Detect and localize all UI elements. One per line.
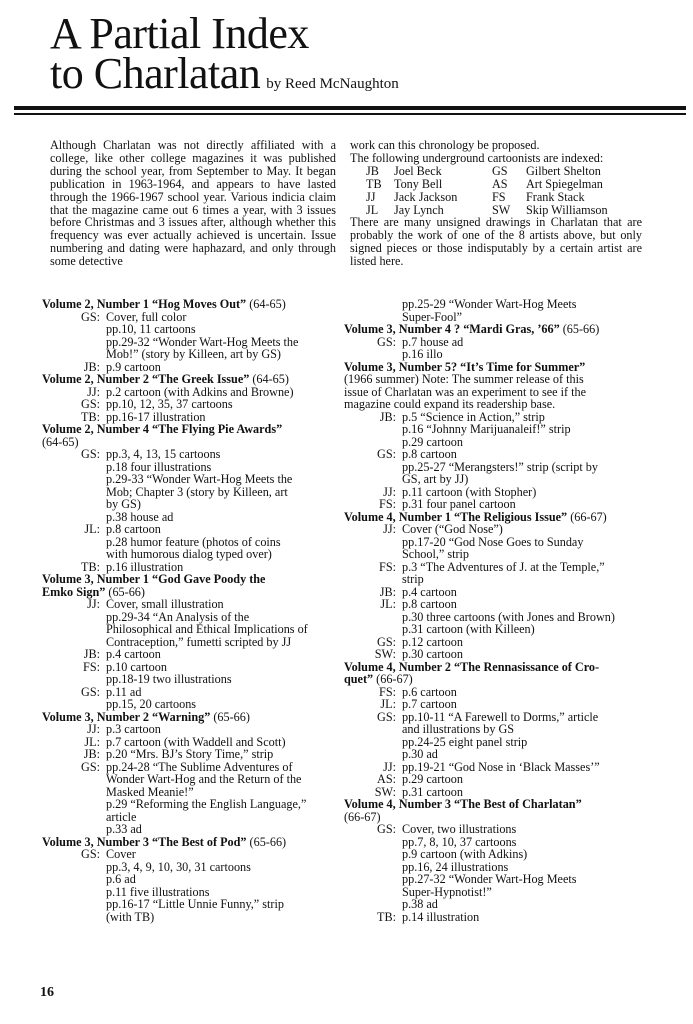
index-entry (42, 848, 342, 861)
volume-heading (42, 423, 342, 436)
entry-text: p.20 “Mrs. BJ’s Story Time,” strip (106, 747, 274, 761)
entry-continuation: School,” strip (402, 547, 470, 561)
entry-text: p.7 cartoon (402, 697, 457, 711)
artist-code: JJ: (87, 722, 100, 736)
entry-continuation: with humorous dialog typed over) (106, 547, 272, 561)
entry-text: Cover (“God Nose”) (402, 522, 503, 536)
issue-year: (66-67) (376, 672, 413, 686)
intro-right-line-1: work can this chronology be proposed. (350, 138, 540, 152)
entry-text: p.2 cartoon (with Adkins and Browne) (106, 384, 294, 399)
issue-year: (65-66) (108, 584, 145, 599)
artist-code: JB: (83, 747, 100, 761)
artist-code: JB: (379, 409, 396, 424)
artist-code: FS: (379, 559, 396, 574)
intro-right-line-2: The following underground cartoonists are indexed: (350, 150, 604, 165)
entry-text: pp.16-17 illustration (106, 409, 206, 424)
entry-text: p.7 cartoon (with Waddell and Scott) (106, 734, 286, 749)
entry-text: p.28 humor feature (photos of coins (106, 534, 281, 549)
issue-title: “The Rennasissance of Cro- (454, 659, 600, 674)
entry-text: p.38 house ad (106, 509, 174, 524)
index-entry (42, 523, 342, 536)
artist-name: Joel Beck (394, 163, 442, 178)
issue-title: “Hog Moves Out” (152, 297, 247, 311)
page-number: 16 (40, 985, 54, 1000)
artist-code: TB (366, 176, 382, 191)
artist-code: TB: (377, 909, 396, 924)
artist-name: Art Spiegelman (526, 176, 603, 191)
artist-code: SW: (374, 784, 396, 799)
intro-right-paragraph: There are many unsigned drawings in Charlatan that are probably the work of one of the 8 artists above, but only signed pieces or those indisputably by a certain artist are listed here. (350, 215, 642, 269)
artist-code (344, 848, 402, 861)
index-entry (344, 598, 644, 611)
volume-heading (344, 673, 644, 686)
entry-text: p.31 four panel cartoon (402, 497, 516, 511)
artist-code (42, 861, 106, 874)
artist-code: JJ: (87, 597, 100, 611)
artist-name: Frank Stack (526, 189, 585, 204)
entry-continuation: Philosophical and Ethical Implications of (106, 622, 308, 636)
volume-number: Volume 3, Number 4 ? (344, 322, 461, 336)
entry-text: pp.24-28 “The Sublime Adventures of (106, 759, 293, 774)
entry-text: p.30 ad (402, 747, 438, 761)
index-entry (42, 873, 342, 886)
artist-code (42, 798, 106, 811)
entry-continuation: strip (402, 572, 424, 586)
entry-text: p.29 “Reforming the English Language,” (106, 797, 307, 811)
volume-number: Volume 4, Number 2 (344, 659, 451, 674)
entry-text: pp.3, 4, 9, 10, 30, 31 cartoons (106, 859, 251, 874)
entry-text: p.38 ad (402, 897, 438, 911)
index-note: (64-65) (42, 434, 79, 449)
index-entry (42, 448, 342, 461)
index-entry (42, 798, 342, 811)
artist-name: Jack Jackson (394, 189, 458, 204)
volume-heading (42, 298, 342, 311)
index-entry (344, 536, 644, 549)
index-entry (42, 648, 342, 661)
artist-code (42, 461, 106, 474)
artist-code (42, 886, 106, 899)
issue-title: “The Best of Pod” (152, 834, 247, 849)
entry-text: p.29 cartoon (402, 434, 463, 449)
issue-title: Emko Sign” (42, 584, 106, 599)
artist-code: GS: (377, 822, 396, 836)
header-rule-thin (14, 113, 686, 115)
artist-code (344, 748, 402, 761)
volume-number: Volume 2, Number 2 (42, 372, 149, 386)
entry-continuation: by GS) (106, 497, 141, 511)
entry-text: pp.19-21 “God Nose in ‘Black Masses’” (402, 759, 600, 774)
entry-continuation: Masked Meanie!” (106, 784, 194, 799)
entry-text: Cover (106, 847, 136, 861)
volume-number: Volume 2, Number 4 (42, 422, 149, 436)
artist-name: Gilbert Shelton (526, 163, 601, 178)
artist-code: GS: (81, 684, 100, 699)
index-entry (42, 398, 342, 411)
volume-heading (42, 373, 342, 386)
index-entry (344, 423, 644, 436)
artist-code: GS: (81, 397, 100, 411)
artist-code: SW (492, 202, 511, 217)
index-entry (42, 673, 342, 686)
volume-number: Volume 3, Number 3 (42, 834, 149, 849)
artist-code (42, 673, 106, 686)
artist-code: JJ: (87, 384, 100, 399)
artist-code (344, 898, 402, 911)
artist-code (42, 336, 106, 349)
artist-code: FS (492, 189, 506, 204)
index-note: (1966 summer) Note: The summer release of this (344, 372, 584, 386)
entry-text: pp.10, 12, 35, 37 cartoons (106, 397, 233, 411)
index-entry (42, 898, 342, 911)
index-entry (42, 598, 342, 611)
artist-code: FS: (379, 497, 396, 511)
artist-code (344, 461, 402, 474)
entry-text: pp.29-32 “Wonder Wart-Hog Meets the (106, 334, 299, 349)
index-entry (344, 898, 644, 911)
index-entry (42, 323, 342, 336)
title-line-2: to Charlatan (50, 49, 261, 98)
index-entry (42, 723, 342, 736)
entry-text: pp.7, 8, 10, 37 cartoons (402, 834, 517, 849)
entry-text: p.9 cartoon (with Adkins) (402, 847, 528, 861)
entry-text: pp.17-20 “God Nose Goes to Sunday (402, 534, 584, 549)
entry-text: p.16 illo (402, 347, 443, 361)
artist-code: JJ (366, 189, 376, 204)
artist-code (344, 611, 402, 624)
issue-title: quet” (344, 672, 374, 686)
entry-text: p.11 cartoon (with Stopher) (402, 484, 537, 499)
issue-title: “The Best of Charlatan” (454, 797, 582, 811)
artist-code (344, 536, 402, 549)
entry-text: p.29 cartoon (402, 772, 463, 786)
artist-list (350, 165, 642, 217)
entry-text: p.8 cartoon (106, 522, 161, 536)
entry-text: Cover, small illustration (106, 597, 224, 611)
entry-text: Cover, full color (106, 309, 187, 324)
artist-code: GS: (377, 447, 396, 461)
artist-code: JL: (84, 734, 100, 749)
entry-text: p.31 cartoon (402, 784, 463, 799)
artist-code: GS: (81, 447, 100, 461)
entry-continuation: (with TB) (106, 909, 155, 924)
artist-code: GS: (81, 759, 100, 774)
artist-name: Skip Williamson (526, 202, 608, 217)
entry-text: pp.3, 4, 13, 15 cartoons (106, 447, 221, 461)
entry-continuation: Super-Fool” (402, 309, 463, 324)
index-entry (344, 298, 644, 311)
entry-text: pp.25-27 “Merangsters!” strip (script by (402, 459, 598, 474)
artist-code (42, 611, 106, 624)
artist-code: GS: (377, 334, 396, 349)
entry-text: p.29-33 “Wonder Wart-Hog Meets the (106, 472, 293, 486)
entry-text: pp.29-34 “An Analysis of the (106, 609, 250, 624)
issue-year: (65-66) (249, 834, 287, 849)
artist-code: GS: (81, 847, 100, 861)
index-entry (344, 336, 644, 349)
entry-text: p.12 cartoon (402, 634, 463, 649)
intro-paragraph: Although Charlatan was not directly affiliated with a college, like other college magazines it was published during the school year, from September to May. It began publication in 1963-1964, and appears to have lasted through the 1966-1967 school year. Various indicia claim that the magazine came out 6 times a year, with 3 issues before Christmas and 3 issues after, although whether this frequency was ever actually achieved is uncertain. Issue numbering and dating were haphazard, and only through some detective (50, 138, 336, 269)
artist-code: JL: (84, 522, 100, 536)
issue-year: (66-67) (570, 509, 607, 524)
index-note: issue of Charlatan was an experiment to see if the (344, 384, 586, 399)
artist-code: JL: (380, 597, 396, 611)
issue-title: “The Flying Pie Awards” (152, 422, 283, 436)
index-entry (344, 823, 644, 836)
entry-text: pp.25-29 “Wonder Wart-Hog Meets (402, 297, 577, 311)
artist-code: JJ: (383, 522, 396, 536)
index-entry (344, 748, 644, 761)
artist-code (344, 873, 402, 886)
entry-continuation: and illustrations by GS (402, 722, 515, 736)
byline: by Reed McNaughton (266, 76, 399, 92)
title-line-1: A Partial Index (50, 9, 309, 58)
index-entry (42, 861, 342, 874)
entry-continuation: GS, art by JJ) (402, 472, 469, 486)
entry-text: p.30 cartoon (402, 647, 463, 661)
artist-code: TB: (81, 409, 100, 424)
entry-text: p.3 cartoon (106, 722, 161, 736)
artist-code (344, 423, 402, 436)
issue-title: “The Greek Issue” (152, 372, 250, 386)
artist-code: GS: (377, 634, 396, 649)
entry-text: p.11 ad (106, 684, 142, 699)
issue-title: “It’s Time for Summer” (460, 359, 586, 374)
volume-number: Volume 3, Number 5? (344, 359, 458, 374)
artist-name: Jay Lynch (394, 202, 444, 217)
artist-code (42, 898, 106, 911)
artist-code: JB: (379, 584, 396, 599)
index-entry (344, 911, 644, 924)
entry-text: p.31 cartoon (with Killeen) (402, 622, 535, 636)
artist-code: JJ: (383, 484, 396, 499)
entry-text: p.5 “Science in Action,” strip (402, 409, 545, 424)
entry-continuation: article (106, 809, 137, 824)
entry-text: p.11 five illustrations (106, 884, 210, 899)
artist-code: GS: (81, 309, 100, 324)
index-entry (344, 561, 644, 574)
artist-code: JB: (83, 647, 100, 661)
entry-continuation: Mob!” (story by Killeen, art by GS) (106, 347, 281, 361)
index-entry (344, 736, 644, 749)
volume-number: Volume 3, Number 1 (42, 572, 149, 586)
index-entry (344, 773, 644, 786)
entry-text: p.6 cartoon (402, 684, 457, 699)
entry-text: p.4 cartoon (106, 647, 161, 661)
entry-text: p.8 cartoon (402, 597, 457, 611)
artist-code (344, 736, 402, 749)
artist-code: GS: (377, 709, 396, 724)
entry-text: p.3 “The Adventures of J. at the Temple,” (402, 559, 605, 574)
volume-number: Volume 2, Number 1 (42, 297, 149, 311)
artist-code: TB: (81, 559, 100, 574)
entry-text: pp.10-11 “A Farewell to Dorms,” article (402, 709, 599, 724)
entry-continuation: Mob; Chapter 3 (story by Killeen, art (106, 484, 288, 499)
index-left-column (42, 298, 342, 923)
entry-text: pp.15, 20 cartoons (106, 697, 197, 711)
artist-code (344, 623, 402, 636)
artist-code (42, 536, 106, 549)
issue-title: “God Gave Poody the (152, 572, 266, 586)
index-entry (344, 461, 644, 474)
artist-code: JB (366, 163, 379, 178)
entry-text: pp.10, 11 cartoons (106, 322, 196, 336)
entry-text: p.33 ad (106, 822, 142, 836)
artist-code: JL (366, 202, 379, 217)
issue-year: (64-65) (252, 372, 289, 386)
intro-left-column (50, 139, 336, 268)
artist-code (42, 873, 106, 886)
index-entry (42, 473, 342, 486)
artist-code: JJ: (383, 759, 396, 774)
artist-code: GS (492, 163, 508, 178)
issue-title: “The Religious Issue” (454, 509, 568, 524)
index-entry (42, 748, 342, 761)
index-entry (344, 873, 644, 886)
index-note: magazine could expand its readership base. (344, 397, 556, 411)
artist-code (344, 298, 402, 311)
artist-name: Tony Bell (394, 176, 443, 191)
entry-text: p.8 cartoon (402, 447, 457, 461)
artist-code: FS: (83, 659, 100, 674)
artist-code: SW: (374, 647, 396, 661)
index-entry (344, 848, 644, 861)
entry-text: pp.24-25 eight panel strip (402, 734, 528, 749)
artist-code (344, 861, 402, 874)
entry-text: p.10 cartoon (106, 659, 167, 674)
artist-code: AS: (377, 772, 396, 786)
artist-code: JB: (83, 359, 100, 374)
volume-heading (344, 323, 644, 336)
entry-text: p.16 illustration (106, 559, 184, 574)
entry-continuation: Wonder Wart-Hog and the Return of the (106, 772, 302, 786)
entry-text: p.7 house ad (402, 334, 464, 349)
volume-number: Volume 4, Number 1 (344, 509, 451, 524)
entry-continuation: Contraception,” fumetti scripted by JJ (106, 634, 292, 649)
artist-code: JL: (380, 697, 396, 711)
issue-year: (64-65) (249, 297, 286, 311)
index-entry (344, 523, 644, 536)
entry-text: p.30 three cartoons (with Jones and Brown) (402, 609, 615, 624)
entry-text: pp.18-19 two illustrations (106, 672, 232, 686)
entry-text: p.4 cartoon (402, 584, 457, 599)
artist-code (42, 323, 106, 336)
artist-code: FS: (379, 684, 396, 699)
entry-text: p.6 ad (106, 872, 136, 886)
artist-code: AS (492, 176, 508, 191)
volume-heading (344, 798, 644, 811)
index-right-column (344, 298, 644, 923)
entry-text: p.16 “Johnny Marijuanaleif!” strip (402, 422, 571, 436)
entry-text: pp.27-32 “Wonder Wart-Hog Meets (402, 872, 577, 886)
index-note: (66-67) (344, 809, 381, 824)
page-title (50, 9, 399, 104)
entry-continuation: Super-Hypnotist!” (402, 884, 492, 899)
index-entry (344, 623, 644, 636)
artist-code (344, 836, 402, 849)
entry-text: pp.16, 24 illustrations (402, 859, 509, 874)
artist-code (42, 473, 106, 486)
entry-text: p.9 cartoon (106, 359, 161, 374)
entry-text: Cover, two illustrations (402, 822, 517, 836)
issue-title: “Mardi Gras, ’66” (463, 322, 560, 336)
header-rule-thick (14, 106, 686, 110)
index-entry (344, 448, 644, 461)
entry-text: p.14 illustration (402, 909, 480, 924)
issue-year: (65-66) (562, 322, 600, 336)
volume-number: Volume 3, Number 2 (42, 709, 149, 724)
index-entry (344, 698, 644, 711)
issue-year: (65-66) (213, 709, 250, 724)
entry-text: p.18 four illustrations (106, 459, 212, 474)
volume-number: Volume 4, Number 3 (344, 797, 451, 811)
issue-title: “Warning” (152, 709, 211, 724)
entry-text: pp.16-17 “Little Unnie Funny,” strip (106, 897, 284, 911)
intro-right-column (350, 139, 642, 268)
